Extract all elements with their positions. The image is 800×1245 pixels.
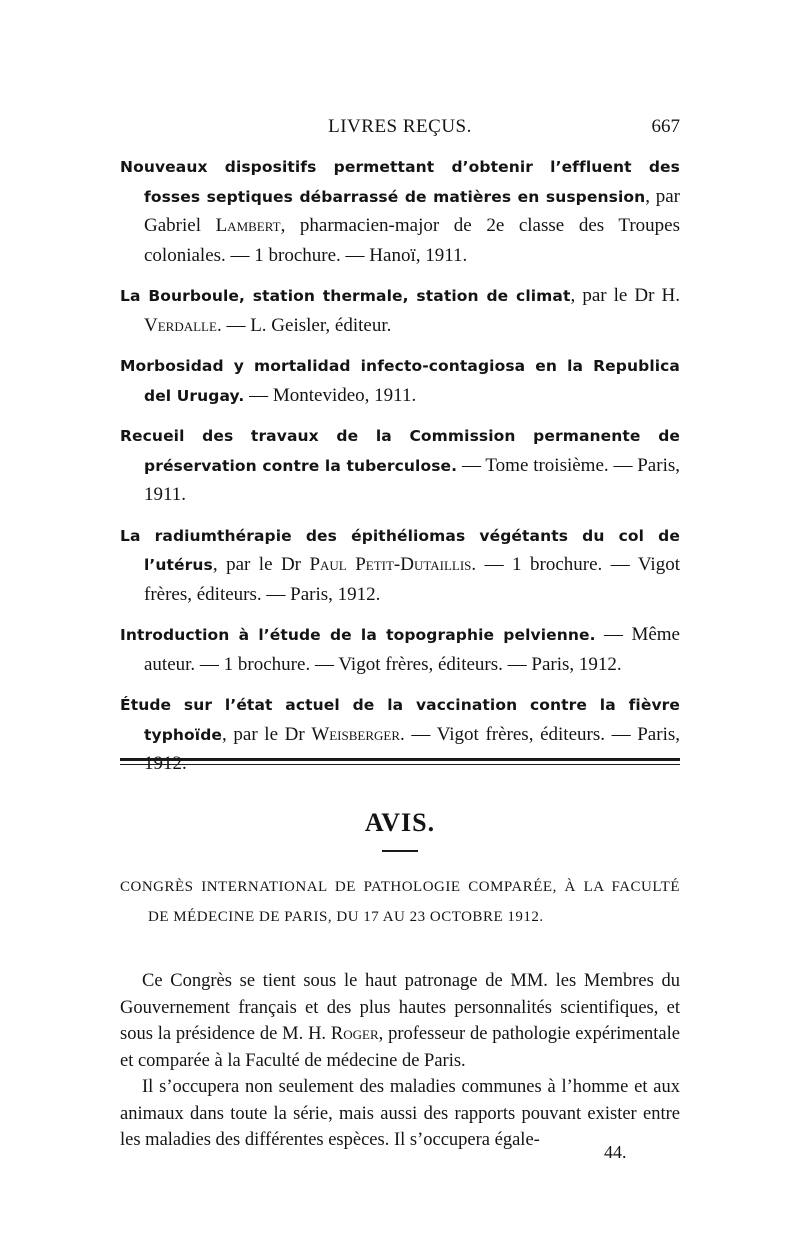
- paragraph: [120, 968, 680, 1074]
- entry-text-post: . — 1 brochure. — Vigot frères, éditeurs. — Paris, 1912.: [144, 554, 680, 605]
- list-item: [120, 620, 680, 679]
- entry-title: Recueil des travaux de la Commission permanente de préservation contre la tuberculose.: [120, 427, 680, 475]
- entry-title: Étude sur l’état actuel de la vaccination contre la fièvre typhoïde: [120, 696, 680, 744]
- person-name: Roger: [330, 1024, 379, 1044]
- entry-text-post: , pharmacien-major de 2e classe des Troupes coloniales. — 1 brochure. — Hanoï, 1911.: [144, 215, 680, 266]
- entry-text-pre: , par le Dr: [222, 723, 312, 745]
- section-heading: AVIS.: [364, 808, 436, 837]
- list-item: [120, 152, 680, 270]
- entry-author: Weisberger: [311, 723, 401, 745]
- entry-text-post: . — Vigot frères, éditeurs. — Paris,: [400, 723, 680, 745]
- paragraph-text-post: , professeur de pathologie expérimentale et comparée à la Faculté de médecine de Paris.: [120, 1024, 680, 1071]
- running-header: [120, 116, 680, 146]
- list-item: [120, 351, 680, 410]
- entry-text-pre: — Montevideo, 1911.: [244, 384, 417, 406]
- list-item: [120, 690, 680, 779]
- entry-title: Morbosidad y mortalidad infecto-contagiosa en la Republica del Urugay.: [120, 357, 680, 405]
- congress-title: CONGRÈS INTERNATIONAL DE PATHOLOGIE COMPARÉE, À LA FACULTÉ DE MÉDECINE DE PARIS, DU 17 AU 23 OCTOBRE 1912.: [120, 879, 680, 925]
- entry-author: Lambert: [215, 215, 281, 236]
- paragraph: Il s’occupera non seulement des maladies communes à l’homme et aux animaux dans toute la série, mais aussi des rapports pouvant exister entre les maladies des différentes espèces. Il s’occupera égale-: [120, 1077, 680, 1150]
- entry-text-post: . — L. Geisler, éditeur.: [216, 314, 392, 336]
- section-divider-thin: [120, 764, 680, 765]
- paragraph-text-pre: Ce Congrès se tient sous le haut patronage de MM. les Membres du Gouvernement français et des plus hautes personnalités scientifiques, et sous la présidence de M. H.: [120, 971, 680, 1044]
- entry-author: Paul Petit-Dutaillis: [309, 554, 472, 575]
- list-item: [120, 421, 680, 510]
- entry-title: La Bourboule, station thermale, station de climat: [120, 287, 571, 305]
- entry-author: Verdalle: [144, 314, 217, 336]
- entry-text-pre: — Tome troisième. — Paris, 1911.: [144, 454, 680, 505]
- notice-body: [120, 968, 680, 1154]
- entry-text-pre: , par Gabriel: [144, 185, 681, 236]
- entry-title: Introduction à l’étude de la topographie pelvienne.: [120, 626, 596, 644]
- page-number: 667: [651, 116, 680, 137]
- entry-text-pre: — Même auteur. — 1 brochure. — Vigot frères, éditeurs. — Paris, 1912.: [144, 624, 680, 675]
- list-item: [120, 521, 680, 610]
- running-title: LIVRES REÇUS.: [328, 116, 472, 137]
- entry-title: Nouveaux dispositifs permettant d’obtenir l’effluent des fosses septiques débarrassé de matières en suspension: [120, 158, 680, 206]
- section-divider-thick: [120, 758, 680, 761]
- books-received-list: [120, 152, 680, 790]
- signature-mark: 44.: [604, 1142, 627, 1162]
- entry-text-pre: , par le Dr: [212, 554, 310, 575]
- entry-title: La radiumthérapie des épithéliomas végétants du col de l’utérus: [120, 526, 680, 574]
- list-item: [120, 281, 680, 340]
- heading-underline: [382, 850, 418, 852]
- entry-text-pre: , par le Dr H.: [570, 285, 680, 306]
